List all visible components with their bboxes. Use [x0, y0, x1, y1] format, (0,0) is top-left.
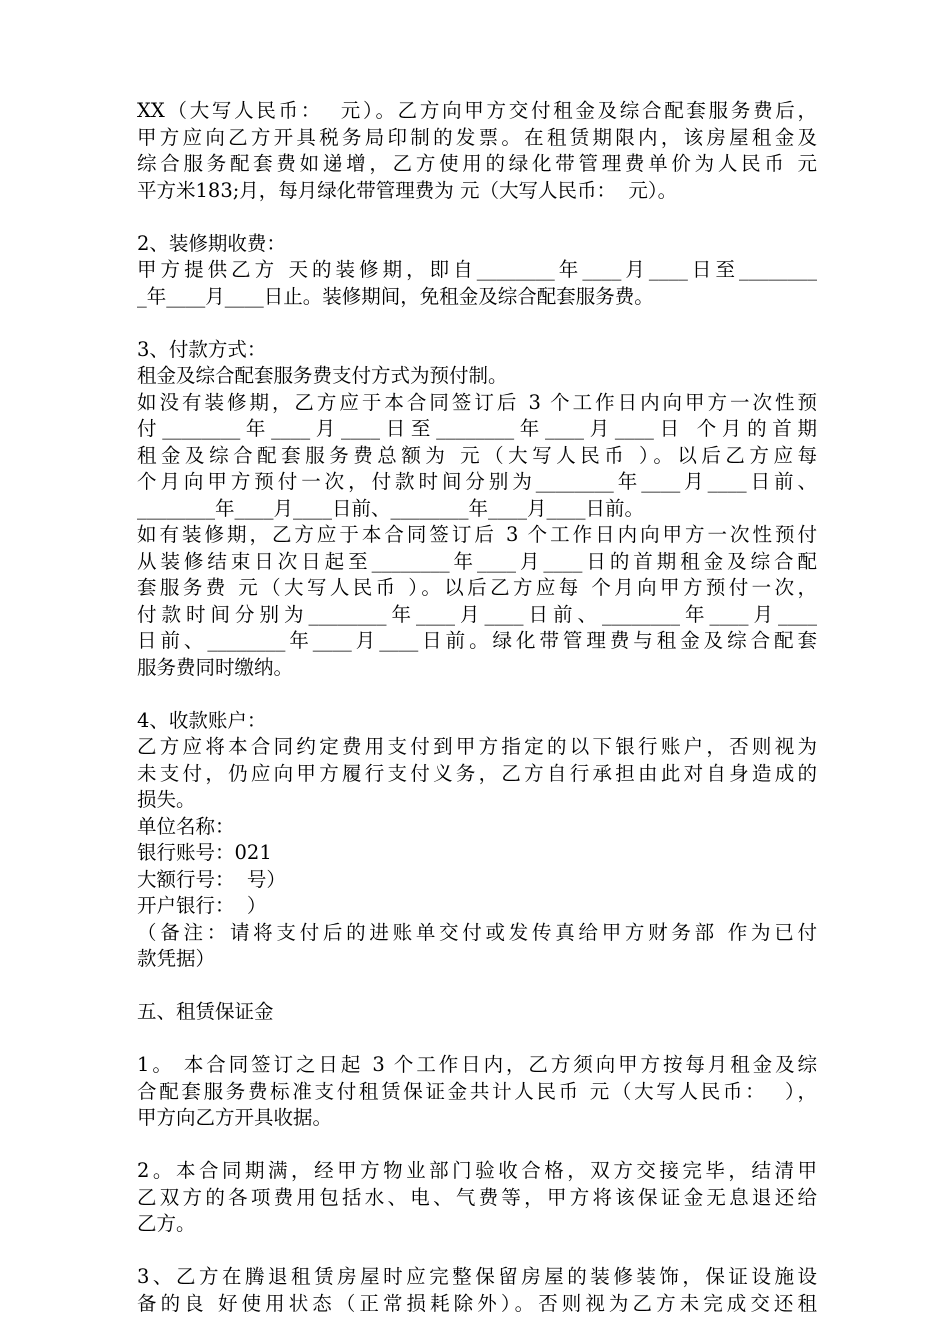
text-line: 乙双方的各项费用包括水、电、气费等，甲方将该保证金无息退还给: [137, 1185, 817, 1209]
text-line: 套服务费 元（大写人民币 ）。以后乙方应每 个月向甲方预付一次，: [137, 576, 817, 599]
text-line: 合配套服务费标准支付租赁保证金共计人民币 元（大写人民币： ），: [137, 1079, 817, 1103]
text-line: 甲方提供乙方 天的装修期，即自________年____月____日至________: [137, 258, 817, 281]
paragraph-gap: [137, 1132, 817, 1159]
text-line: 综合服务配套费如递增，乙方使用的绿化带管理费单价为人民币 元: [137, 152, 817, 175]
text-line: 3、付款方式：: [137, 337, 267, 361]
text-line: 甲方向乙方开具收据。: [137, 1106, 333, 1129]
text-line: 乙方应将本合同约定费用支付到甲方指定的以下银行账户，否则视为: [137, 735, 817, 758]
text-line: 备的良 好使用状态（正常损耗除外）。否则视为乙方未完成交还租: [137, 1291, 817, 1315]
text-line: 个月向甲方预付一次，付款时间分别为________年____月____日前、: [137, 470, 817, 493]
text-line: 3、乙方在腾退租赁房屋时应完整保留房屋的装修装饰，保证设施设: [137, 1265, 817, 1288]
text-line: 1。 本合同签订之日起 3 个工作日内，乙方须向甲方按每月租金及综: [137, 1053, 817, 1076]
text-line: 2。本合同期满，经甲方物业部门验收合格，双方交接完毕，结清甲: [137, 1159, 817, 1182]
paragraph-gap: [137, 1238, 817, 1265]
paragraph-gap: [137, 681, 817, 708]
text-line: _年____月____日止。装修期间，免租金及综合配套服务费。: [137, 284, 654, 308]
text-line: 乙方。: [137, 1212, 196, 1235]
text-line: 损失。: [137, 788, 196, 811]
text-line: 付款时间分别为________年____月____日前、________年____月____: [137, 602, 817, 626]
text-line: 日前、________年____月____日前。绿化带管理费与租金及综合配套: [137, 629, 817, 652]
text-line: 甲方应向乙方开具税务局印制的发票。在租赁期限内，该房屋租金及: [137, 125, 817, 149]
text-line: 服务费同时缴纳。: [137, 655, 294, 679]
text-line: 大额行号： 号）: [137, 867, 286, 891]
paragraph-gap: [137, 204, 817, 231]
text-line: 付________年____月____日至________年____月____日 个月的首期: [137, 417, 817, 440]
text-line: 2、装修期收费：: [137, 231, 286, 255]
text-line: 开户银行： ）: [137, 894, 267, 917]
text-line: 单位名称：: [137, 814, 235, 838]
text-line: 五、租赁保证金: [137, 1000, 274, 1023]
text-line: XX（大写人民币： 元）。乙方向甲方交付租金及综合配套服务费后，: [137, 99, 817, 122]
paragraph-gap: [137, 1026, 817, 1053]
text-line: 如没有装修期，乙方应于本合同签订后 3 个工作日内向甲方一次性预: [137, 390, 817, 414]
text-line: （备注：请将支付后的进账单交付或发传真给甲方财务部 作为已付: [137, 920, 817, 944]
document-page: [137, 98, 817, 1317]
text-line: 银行账号：021: [137, 841, 272, 864]
text-line: 未支付，仍应向甲方履行支付义务，乙方自行承担由此对自身造成的: [137, 761, 817, 785]
paragraph-gap: [137, 310, 817, 337]
text-line: ________年____月____日前、________年____月____日前。: [137, 496, 645, 520]
text-line: 平方米183;月，每月绿化带管理费为 元（大写人民币： 元）。: [137, 178, 678, 202]
text-line: 4、收款账户：: [137, 708, 267, 732]
text-line: 款凭据）: [137, 947, 216, 970]
paragraph-gap: [137, 973, 817, 1000]
text-line: 租金及综合配套服务费总额为 元（大写人民币 ）。以后乙方应每: [137, 443, 817, 467]
text-line: 从装修结束日次日起至________年____月____日的首期租金及综合配: [137, 549, 817, 573]
text-line: 租金及综合配套服务费支付方式为预付制。: [137, 364, 508, 387]
text-line: 如有装修期，乙方应于本合同签订后 3 个工作日内向甲方一次性预付: [137, 523, 817, 546]
